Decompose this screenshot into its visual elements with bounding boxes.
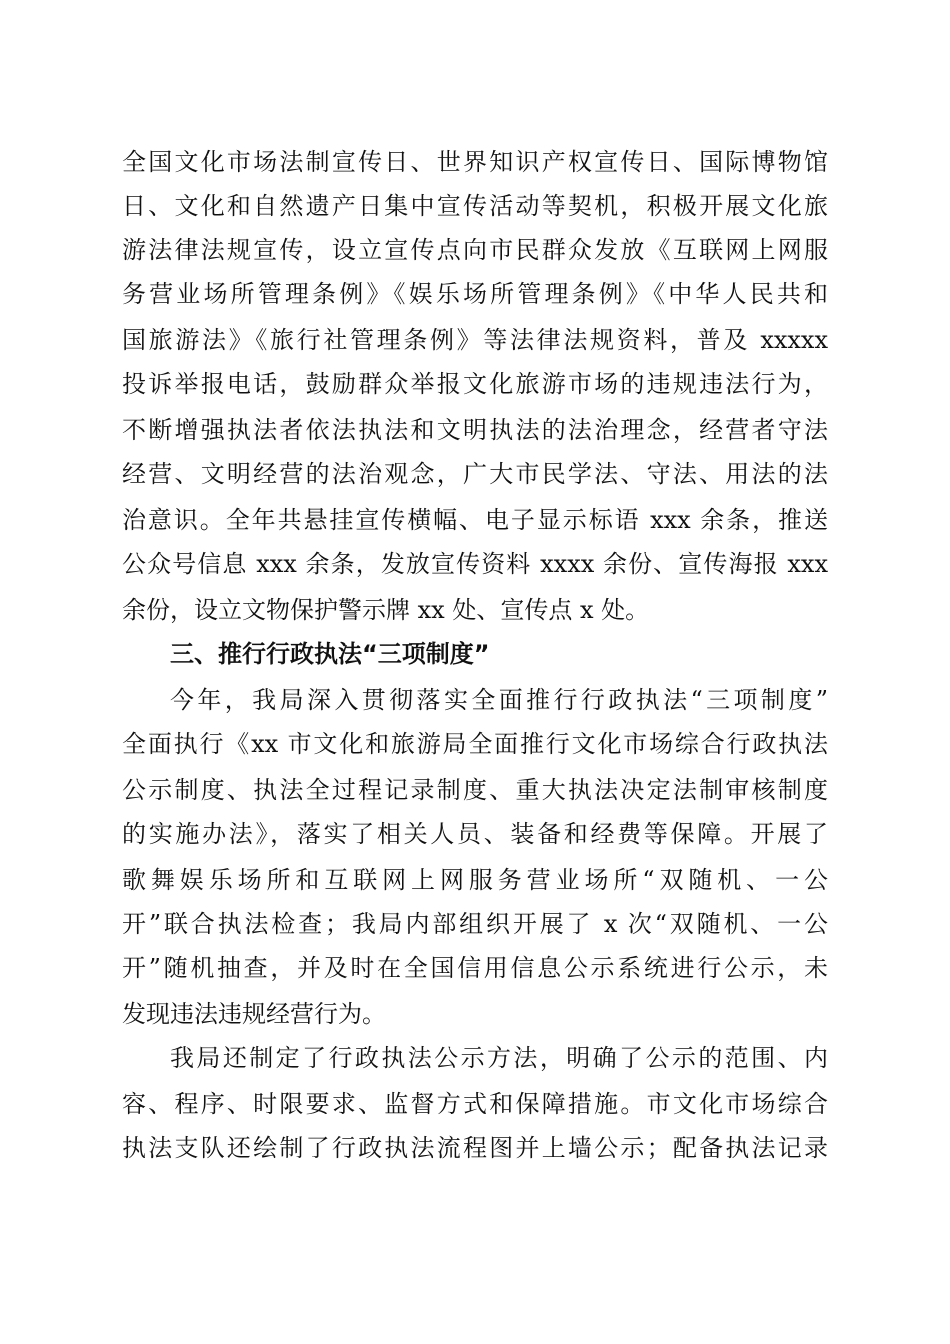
paragraph-line: 公示制度、执法全过程记录制度、重大执法决定法制审核制度 — [122, 776, 828, 804]
paragraph-line: 游法律法规宣传，设立宣传点向市民群众发放《互联网上网服 — [122, 236, 828, 264]
paragraph-line: 我局还制定了行政执法公示方法，明确了公示的范围、内 — [170, 1044, 828, 1072]
paragraph-line: 不断增强执法者依法执法和文明执法的法治理念，经营者守法 — [122, 416, 828, 444]
paragraph-line: 开”联合执法检查；我局内部组织开展了 x 次“双随机、一公 — [122, 910, 828, 938]
paragraph-line: 余份，设立文物保护警示牌 xx 处、宣传点 x 处。 — [122, 596, 650, 624]
paragraph-line: 公众号信息 xxx 余条，发放宣传资料 xxxx 余份、宣传海报 xxx — [122, 550, 828, 578]
paragraph-line: 投诉举报电话，鼓励群众举报文化旅游市场的违规违法行为， — [122, 370, 828, 398]
paragraph-line: 务营业场所管理条例》《娱乐场所管理条例》《中华人民共和 — [122, 280, 828, 308]
paragraph-line: 国旅游法》《旅行社管理条例》等法律法规资料，普及 xxxxx — [122, 326, 828, 354]
paragraph-line: 发现违法违规经营行为。 — [122, 1000, 386, 1028]
paragraph-line: 开”随机抽查，并及时在全国信用信息公示系统进行公示，未 — [122, 954, 828, 982]
paragraph-line: 的实施办法》，落实了相关人员、装备和经费等保障。开展了 — [122, 820, 828, 848]
paragraph-line: 歌舞娱乐场所和互联网上网服务营业场所“双随机、一公 — [122, 866, 828, 894]
paragraph-line: 治意识。全年共悬挂宣传横幅、电子显示标语 xxx 余条，推送 — [122, 506, 828, 534]
section-heading: 三、推行行政执法“三项制度” — [170, 640, 490, 668]
paragraph-line: 全国文化市场法制宣传日、世界知识产权宣传日、国际博物馆 — [122, 148, 828, 176]
paragraph-line: 今年，我局深入贯彻落实全面推行行政执法“三项制度” — [170, 686, 828, 714]
paragraph-line: 全面执行《xx 市文化和旅游局全面推行文化市场综合行政执法 — [122, 730, 828, 758]
paragraph-line: 日、文化和自然遗产日集中宣传活动等契机，积极开展文化旅 — [122, 192, 828, 220]
paragraph-line: 经营、文明经营的法治观念，广大市民学法、守法、用法的法 — [122, 460, 828, 488]
paragraph-line: 执法支队还绘制了行政执法流程图并上墙公示；配备执法记录 — [122, 1134, 828, 1162]
paragraph-line: 容、程序、时限要求、监督方式和保障措施。市文化市场综合 — [122, 1090, 828, 1118]
